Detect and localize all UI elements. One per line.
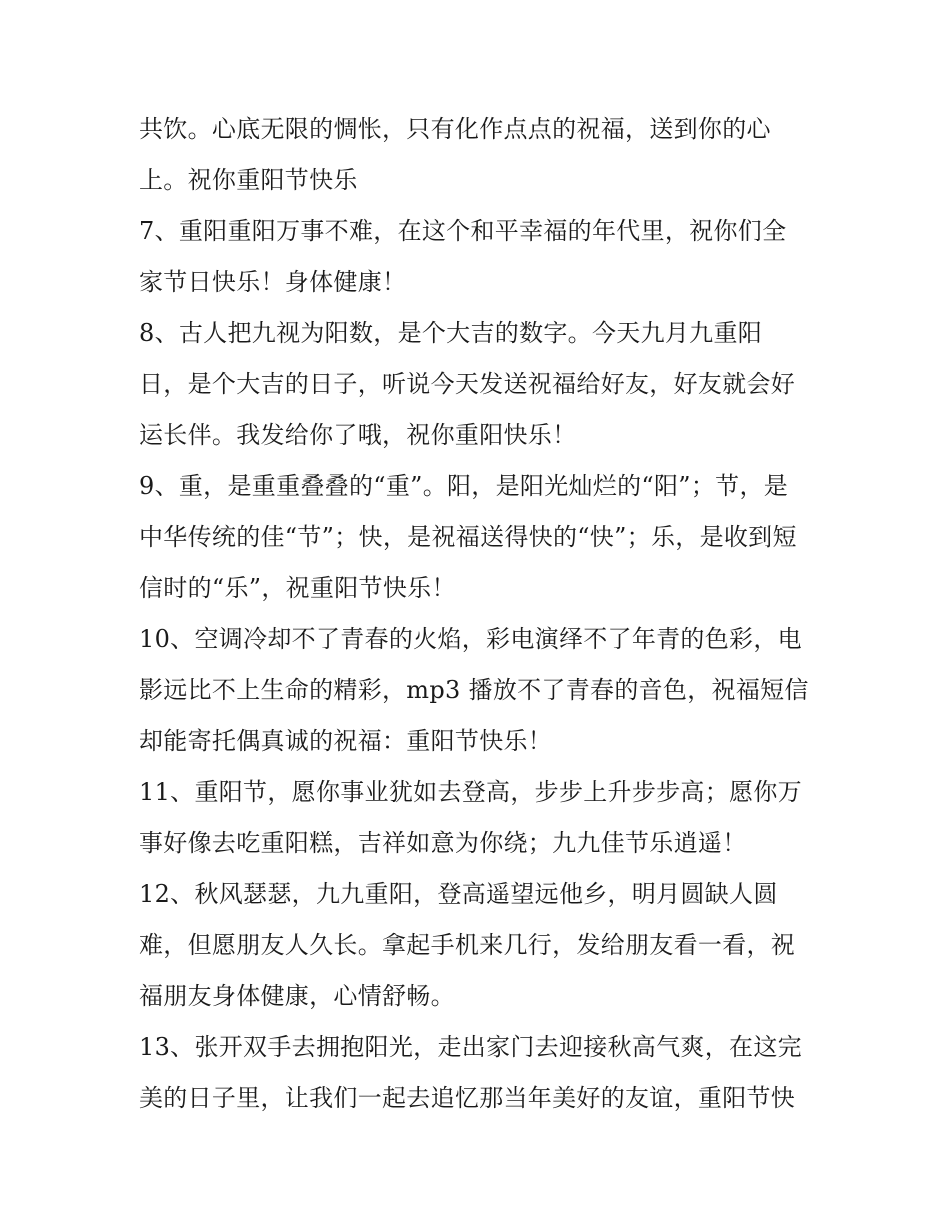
text-line: 共饮。心底无限的惆怅，只有化作点点的祝福，送到你的心 (139, 115, 771, 143)
text-line: 日，是个大吉的日子，听说今天发送祝福给好友，好友就会好 (139, 370, 796, 398)
text-line: 上。祝你重阳节快乐 (139, 166, 358, 194)
text-line: 家节日快乐！身体健康！ (139, 268, 407, 296)
text-line: 事好像去吃重阳糕，吉祥如意为你绕；九九佳节乐逍遥！ (139, 829, 747, 857)
document-body (139, 104, 819, 1124)
text-line: 信时的“乐”，祝重阳节快乐！ (139, 574, 456, 602)
text-line: 美的日子里，让我们一起去追忆那当年美好的友谊，重阳节快 (139, 1084, 796, 1112)
text-line: 10、空调冷却不了青春的火焰，彩电演绎不了年青的色彩，电 (139, 625, 802, 653)
text-line: 11、重阳节，愿你事业犹如去登高，步步上升步步高；愿你万 (139, 778, 802, 806)
text-line: 难，但愿朋友人久长。拿起手机来几行，发给朋友看一看，祝 (139, 931, 796, 959)
text-line: 8、古人把九视为阳数，是个大吉的数字。今天九月九重阳 (139, 319, 763, 347)
text-line: 12、秋风瑟瑟，九九重阳，登高遥望远他乡，明月圆缺人圆 (139, 880, 778, 908)
text-line: 13、张开双手去拥抱阳光，走出家门去迎接秋高气爽，在这完 (139, 1033, 802, 1061)
text-line: 影远比不上生命的精彩，mp3 播放不了青春的音色，祝福短信 (139, 676, 809, 704)
text-line: 却能寄托偶真诚的祝福：重阳节快乐！ (139, 727, 553, 755)
text-line: 福朋友身体健康，心情舒畅。 (139, 982, 455, 1010)
text-line: 中华传统的佳“节”；快，是祝福送得快的“快”；乐，是收到短 (139, 523, 797, 551)
text-line: 9、重，是重重叠叠的“重”。阳，是阳光灿烂的“阳”；节，是 (139, 472, 789, 500)
text-line: 7、重阳重阳万事不难，在这个和平幸福的年代里，祝你们全 (139, 217, 787, 245)
text-line: 运长伴。我发给你了哦，祝你重阳快乐！ (139, 421, 577, 449)
